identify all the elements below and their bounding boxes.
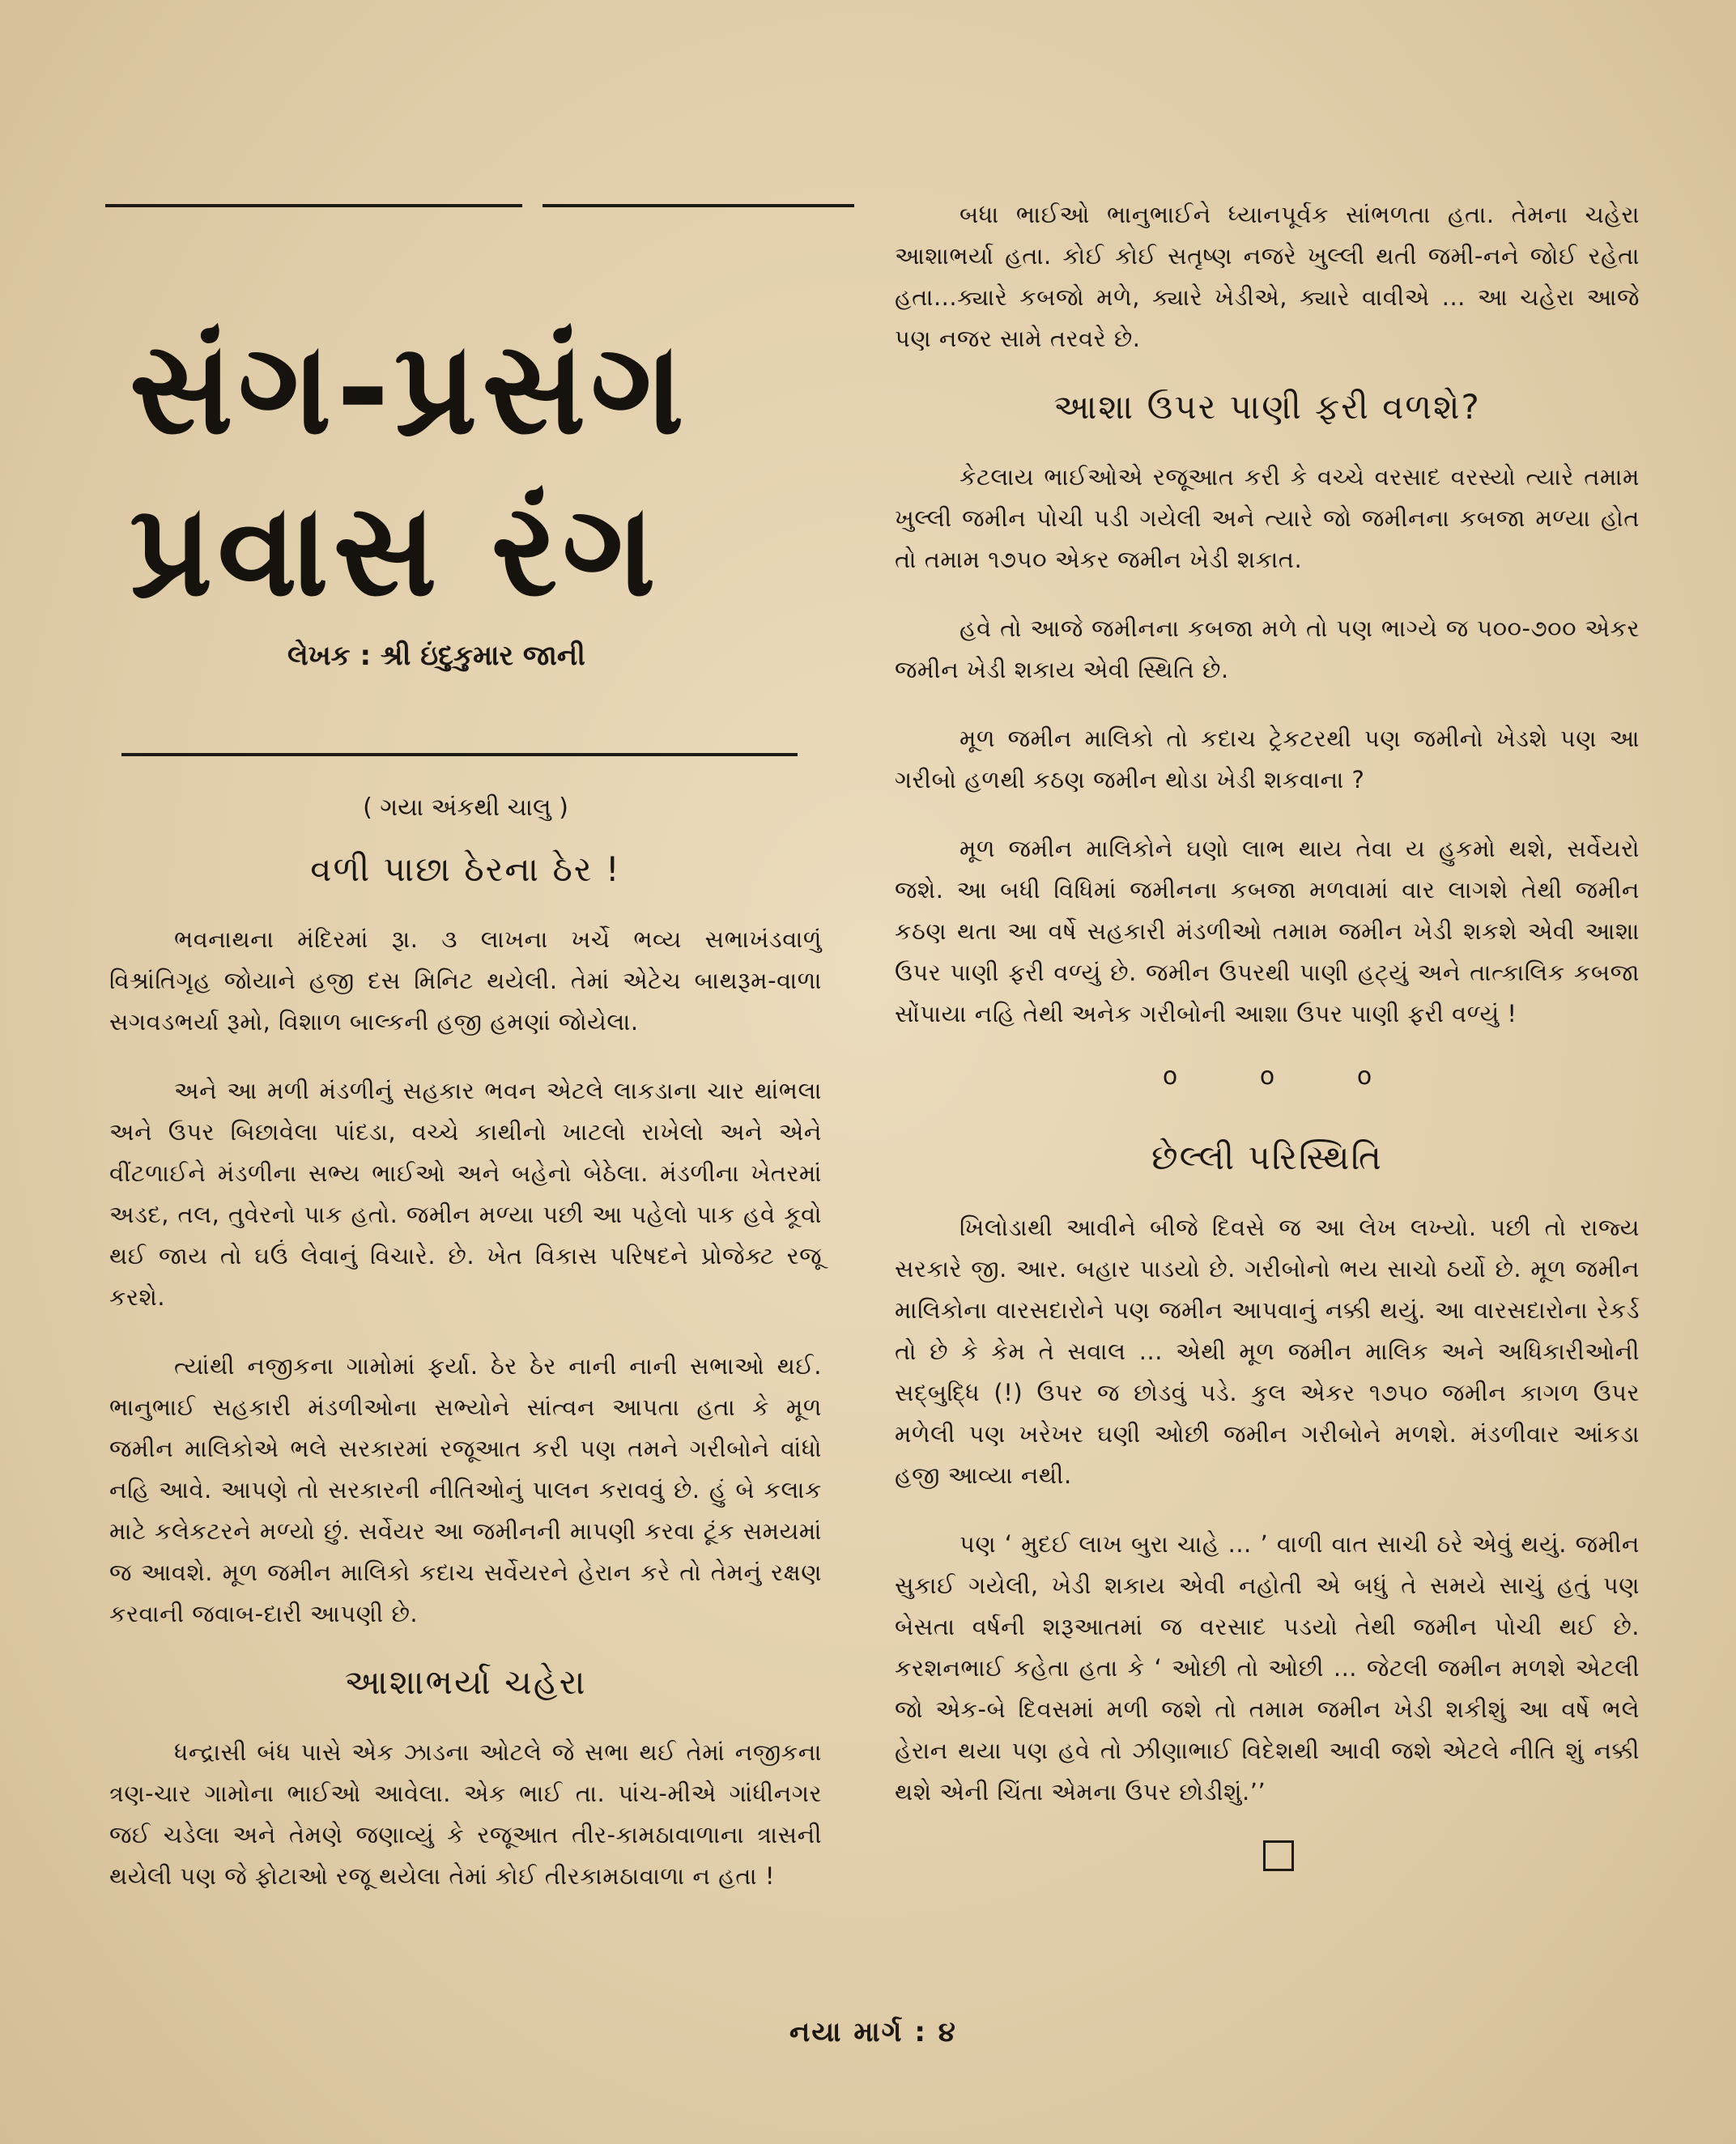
left-paragraph: ભવનાથના મંદિરમાં રૂા. ૩ લાખના ખર્ચે ભવ્ય સભાખંડવાળું વિશ્રાંતિગૃહ જોયાને હજી દસ મિનિટ થયેલી. તેમાં એટેચ બાથરૂમ-વાળા સગવડભર્યા રૂમો, વિશાળ બાલ્કની હજી હમણાં જોયેલા. xyxy=(109,925,822,1036)
right-column xyxy=(895,194,1640,1871)
author-byline: લેખક : શ્રી ઇંદુકુમાર જાની xyxy=(287,640,585,672)
separator-dot: o xyxy=(1162,1062,1178,1091)
continued-note: ( ગયા અંકથી ચાલુ ) xyxy=(363,793,568,822)
page-title-line2: પ્રવાસ રંગ xyxy=(130,476,661,625)
page-title-line1: સંગ-પ્રસંગ xyxy=(130,314,689,463)
section-separator xyxy=(1121,1062,1413,1091)
right-paragraph: હવે તો આજે જમીનના કબજા મળે તો પણ ભાગ્યે જ ૫૦૦-૭૦૦ એકર જમીન ખેડી શકાય એવી સ્થિતિ છે. xyxy=(895,615,1640,683)
section-heading-hopeful-faces: આશાભર્યા ચહેરા xyxy=(344,1662,587,1702)
left-column xyxy=(109,793,822,1925)
right-paragraph: ખિલોડાથી આવીને બીજે દિવસે જ આ લેખ લખ્યો. પછી તો રાજ્ય સરકારે જી. આર. બહાર પાડયો છે. ગરીબોનો ભય સાચો ઠર્યો છે. મૂળ જમીન માલિકોના વારસદારોને પણ જમીન આપવાનું નક્કી થયું. આ વારસદારોના રેકર્ડ તો છે કે કેમ તે સવાલ ... એથી મૂળ જમીન માલિક અને અધિકારીઓની સદ્‌બુદ્ધિ (!) ઉપર જ છોડવું પડે. કુલ એકર ૧૭૫૦ જમીન કાગળ ઉપર મળેલી પણ ખરેખર ઘણી ઓછી જમીન ગરીબોને મળશે. મંડળીવાર આંકડા હજી આવ્યા નથી. xyxy=(895,1214,1640,1489)
right-paragraph: પણ ‘ મુદઈ લાખ બુરા ચાહે ... ’ વાળી વાત સાચી ઠરે એવું થયું. જમીન સુકાઈ ગયેલી, ખેડી શકાય એવી નહોતી એ બધું તે સમયે સાચું હતું પણ બેસતા વર્ષની શરૂઆતમાં જ વરસાદ પડયો તેથી જમીન પોચી થઈ છે. કરશનભાઈ કહેતા હતા કે ‘ ઓછી તો ઓછી ... જેટલી જમીન મળશે એટલી જો એક-બે દિવસમાં મળી જશે તો તમામ જમીન ખેડી શકીશું આ વર્ષે ભલે હેરાન થયા પણ હવે તો ઝીણાભાઈ વિદેશથી આવી જશે એટલે નીતિ શું નક્કી થશે એની ચિંતા એમના ઉપર છોડીશું.’’ xyxy=(895,1530,1640,1806)
end-of-article-mark xyxy=(1263,1840,1294,1871)
left-paragraph: ત્યાંથી નજીકના ગામોમાં ફર્યા. ઠેર ઠેર નાની નાની સભાઓ થઈ. ભાનુભાઈ સહકારી મંડળીઓના સભ્યોને સાંત્વન આપતા હતા કે મૂળ જમીન માલિકોએ ભલે સરકારમાં રજૂઆત કરી પણ તમને ગરીબોને વાંધો નહિ આવે. આપણે તો સરકારની નીતિઓનું પાલન કરાવવું છે. હું બે કલાક માટે કલેકટરને મળ્યો છું. સર્વેયર આ જમીનની માપણી કરવા ટૂંક સમયમાં જ આવશે. મૂળ જમીન માલિકો કદાચ સર્વેયરને હેરાન કરે તો તેમનું રક્ષણ કરવાની જવાબ-દારી આપણી છે. xyxy=(109,1352,822,1627)
section-heading-latest-situation: છેલ્લી પરિસ્થિતિ xyxy=(1151,1138,1383,1177)
separator-dot: o xyxy=(1356,1062,1372,1091)
right-paragraph: કેટલાય ભાઈઓએ રજૂઆત કરી કે વચ્ચે વરસાદ વરસ્યો ત્યારે તમામ ખુલ્લી જમીન પોચી પડી ગયેલી અને ત્યારે જો જમીનના કબજા મળ્યા હોત તો તમામ ૧૭૫૦ એકર જમીન ખેડી શકાત. xyxy=(895,463,1640,573)
title-rule-right xyxy=(542,204,854,207)
right-paragraph: મૂળ જમીન માલિકોને ઘણો લાભ થાય તેવા ય હુકમો થશે, સર્વેયરો જશે. આ બધી વિધિમાં જમીનના કબજા મળવામાં વાર લાગશે તેથી જમીન કઠણ થતા આ વર્ષે સહકારી મંડળીઓ તમામ જમીન ખેડી શકશે એવી આશા ઉપર પાણી ફરી વળ્યું છે. જમીન ઉપરથી પાણી હટ્યું અને તાત્કાલિક કબજા સોંપાયા નહિ તેથી અનેક ગરીબોની આશા ઉપર પાણી ફરી વળ્યું ! xyxy=(895,835,1640,1027)
left-paragraph: ધન્દ્રાસી બંધ પાસે એક ઝાડના ઓટલે જે સભા થઈ તેમાં નજીકના ત્રણ-ચાર ગામોના ભાઈઓ આવેલા. એક ભાઈ તા. પાંચ-મીએ ગાંધીનગર જઈ ચડેલા અને તેમણે જણાવ્યું કે રજૂઆત તીર-કામઠાવાળાના ત્રાસની થયેલી પણ જે ફોટાઓ રજૂ થયેલા તેમાં કોઈ તીરકામઠાવાળા ન હતા ! xyxy=(109,1738,822,1890)
page-footer: નયા માર્ગ : ૪ xyxy=(789,2016,957,2048)
right-paragraph: મૂળ જમીન માલિકો તો કદાચ ટ્રેકટરથી પણ જમીનો ખેડશે પણ આ ગરીબો હળથી કઠણ જમીન થોડા ખેડી શકવાના ? xyxy=(895,725,1640,793)
left-paragraph: અને આ મળી મંડળીનું સહકાર ભવન એટલે લાકડાના ચાર થાંભલા અને ઉપર બિછાવેલા પાંદડા, વચ્ચે કાથીનો ખાટલો રાખેલો અને એને વીંટળાઈને મંડળીના સભ્ય ભાઈઓ અને બહેનો બેઠેલા. મંડળીના ખેતરમાં અડદ, તલ, તુવેરનો પાક હતો. જમીન મળ્યા પછી આ પહેલો પાક હવે કૂવો થઈ જાય તો ઘઉં લેવાનું વિચારે. છે. ખેત વિકાસ પરિષદને પ્રોજેક્ટ રજૂ કરશે. xyxy=(109,1077,822,1311)
header-divider xyxy=(121,753,798,756)
right-paragraph: બધા ભાઈઓ ભાનુભાઈને ધ્યાનપૂર્વક સાંભળતા હતા. તેમના ચહેરા આશાભર્યા હતા. કોઈ કોઈ સતૃષ્ણ નજરે ખુલ્લી થતી જમી-નને જોઈ રહેતા હતા...ક્યારે કબજો મળે, ક્યારે ખેડીએ, ક્યારે વાવીએ ... આ ચહેરા આજે પણ નજર સામે તરવરે છે. xyxy=(895,201,1640,352)
title-rule-left xyxy=(105,204,522,207)
separator-dot: o xyxy=(1259,1062,1275,1091)
section-heading-back-to-square-one: વળી પાછા ઠેરના ઠેર ! xyxy=(310,849,621,889)
section-heading-hopes-dashed: આશા ઉપર પાણી ફરી વળશે? xyxy=(1053,387,1481,427)
